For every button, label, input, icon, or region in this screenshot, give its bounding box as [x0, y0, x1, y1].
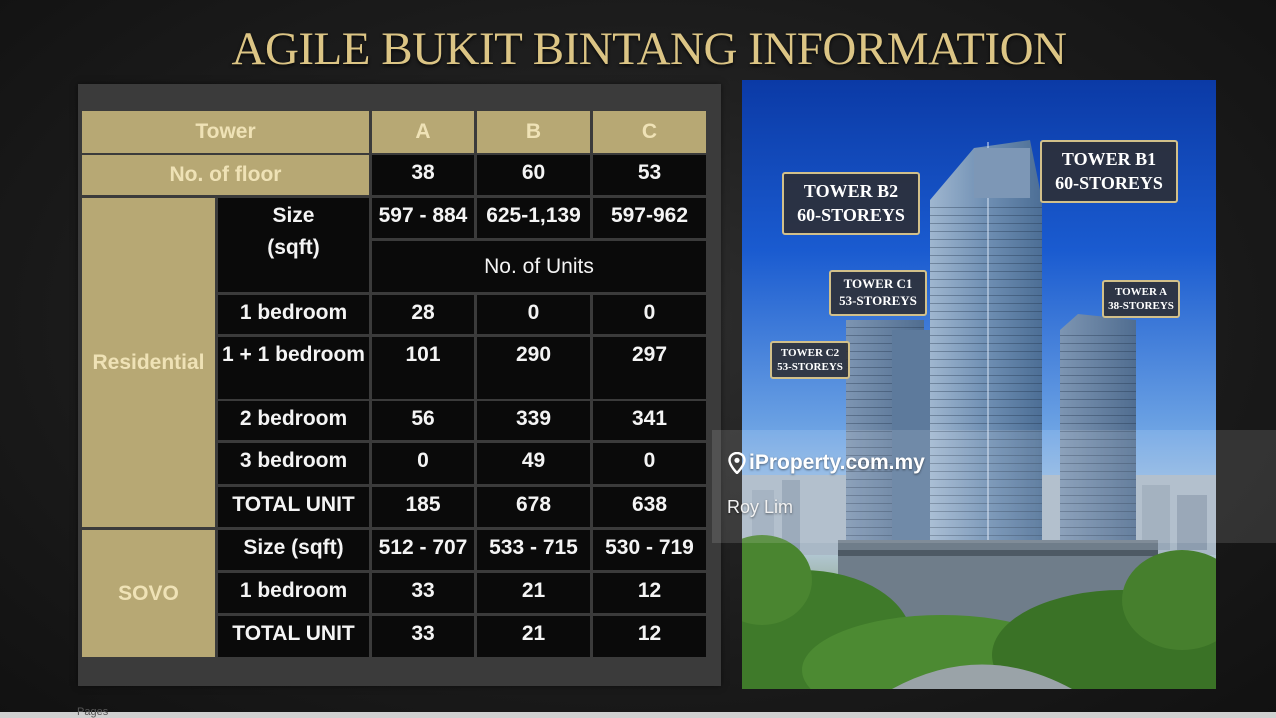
res-row-b: 339 — [477, 401, 590, 440]
watermark-band — [712, 430, 1276, 543]
floors-c: 53 — [593, 155, 706, 195]
tower-rendering-image — [742, 80, 1216, 689]
units-header: No. of Units — [372, 241, 706, 292]
res-row-b: 290 — [477, 337, 590, 399]
res-total-b: 678 — [477, 487, 590, 527]
header-tower-b: B — [477, 111, 590, 153]
taskbar-pages-label: Pages — [77, 706, 109, 718]
taskbar-strip — [0, 712, 1276, 718]
watermark-site: iProperty.com.my — [749, 451, 925, 474]
sovo-total-label: TOTAL UNIT — [218, 616, 369, 657]
header-tower-a: A — [372, 111, 474, 153]
tower-c1-name: TOWER C1 — [843, 276, 913, 292]
tower-b1-name: TOWER B1 — [1061, 149, 1157, 170]
res-total-c: 638 — [593, 487, 706, 527]
res-row-a: 101 — [372, 337, 474, 399]
res-row-label: 3 bedroom — [218, 443, 369, 484]
page-title: AGILE BUKIT BINTANG INFORMATION — [231, 23, 1067, 75]
tower-c2-name: TOWER C2 — [780, 346, 840, 359]
header-tower: Tower — [82, 111, 369, 153]
tower-a-storeys: 38-STOREYS — [1108, 300, 1174, 312]
res-row-c: 0 — [593, 295, 706, 334]
location-pin-icon — [728, 452, 746, 474]
res-row-b: 49 — [477, 443, 590, 484]
res-row-b: 0 — [477, 295, 590, 334]
residential-size-label: Size (sqft) — [218, 198, 369, 292]
res-row-label: 1 + 1 bedroom — [218, 337, 369, 399]
tower-a-label — [1102, 280, 1180, 318]
floors-label: No. of floor — [82, 155, 369, 195]
tower-b1-storeys: 60-STOREYS — [1055, 172, 1163, 193]
sovo-row-a: 512 - 707 — [372, 530, 474, 570]
residential-size-a: 597 - 884 — [372, 198, 474, 238]
sovo-row-c: 12 — [593, 573, 706, 613]
watermark-logo — [728, 451, 925, 475]
floors-a: 38 — [372, 155, 474, 195]
res-row-c: 297 — [593, 337, 706, 399]
tower-c2-label — [770, 341, 850, 379]
residential-size-c: 597-962 — [593, 198, 706, 238]
res-row-c: 341 — [593, 401, 706, 440]
tower-c1-label — [829, 270, 927, 316]
sovo-row-b: 21 — [477, 573, 590, 613]
sovo-row-b: 533 - 715 — [477, 530, 590, 570]
res-row-a: 56 — [372, 401, 474, 440]
res-row-label: 1 bedroom — [218, 295, 369, 334]
sovo-row-label: Size (sqft) — [218, 530, 369, 570]
watermark-agent: Roy Lim — [727, 497, 794, 517]
tower-b2-storeys: 60-STOREYS — [797, 204, 905, 225]
res-total-label: TOTAL UNIT — [218, 487, 369, 527]
res-row-a: 0 — [372, 443, 474, 484]
sovo-total-b: 21 — [477, 616, 590, 657]
tower-b1-label — [1040, 140, 1178, 203]
header-tower-c: C — [593, 111, 706, 153]
res-row-label: 2 bedroom — [218, 401, 369, 440]
sovo-total-a: 33 — [372, 616, 474, 657]
sovo-label: SOVO — [82, 530, 215, 657]
tower-c1-storeys: 53-STOREYS — [839, 293, 917, 308]
res-total-a: 185 — [372, 487, 474, 527]
tower-b2-label — [782, 172, 920, 235]
sovo-row-c: 530 - 719 — [593, 530, 706, 570]
floors-b: 60 — [477, 155, 590, 195]
tower-b2-name: TOWER B2 — [803, 181, 899, 202]
res-row-c: 0 — [593, 443, 706, 484]
sovo-row-label: 1 bedroom — [218, 573, 369, 613]
sovo-total-c: 12 — [593, 616, 706, 657]
res-row-a: 28 — [372, 295, 474, 334]
tower-c2-storeys: 53-STOREYS — [777, 361, 843, 373]
residential-label: Residential — [82, 198, 215, 527]
sovo-row-a: 33 — [372, 573, 474, 613]
tower-a-name: TOWER A — [1114, 285, 1168, 298]
residential-size-b: 625-1,139 — [477, 198, 590, 238]
